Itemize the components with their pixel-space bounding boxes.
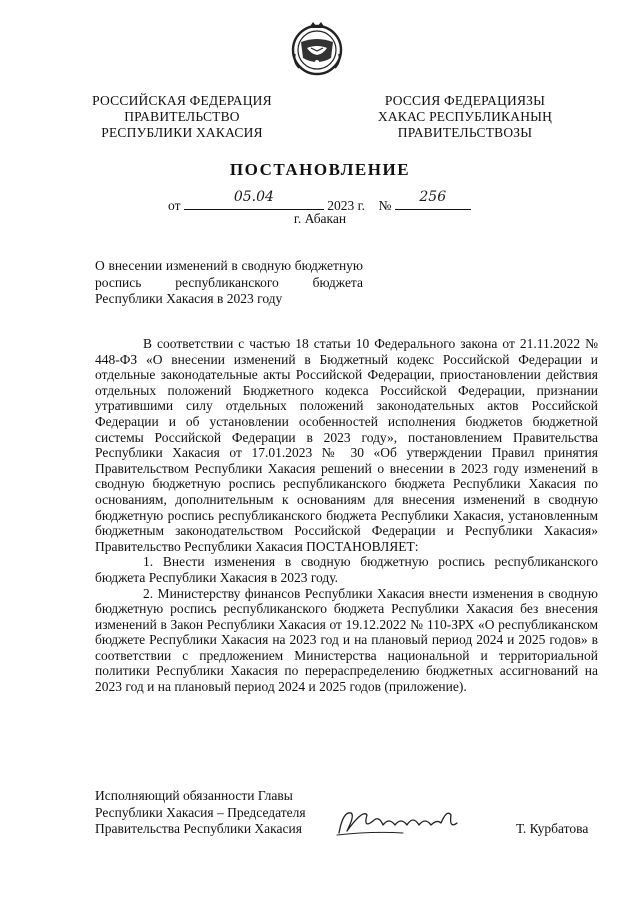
signatory-position-line: Правительства Республики Хакасия: [95, 821, 302, 836]
header-left-line: РОССИЙСКАЯ ФЕДЕРАЦИЯ: [92, 93, 272, 108]
date-value: 05.04: [233, 189, 274, 205]
document-subject: О внесении изменений в сводную бюджетную роспись республиканского бюджета Республики Хакасия в 2023 году: [95, 258, 363, 306]
signatory-name: Т. Курбатова: [516, 821, 589, 836]
year-label: 2023 г.: [327, 198, 365, 213]
city: г. Абакан: [293, 211, 347, 226]
number-field: [395, 189, 471, 210]
header-left-line: ПРАВИТЕЛЬСТВО: [124, 109, 240, 124]
date-prefix: от: [168, 198, 181, 213]
body-paragraph: 2. Министерству финансов Республики Хакасия внести изменения в сводную бюджетную роспись республиканского бюджета Республики Хакасия без внесения изменений в Закон Республики Хакасия от 19.12.2022 № 110-ЗРХ «О республиканском бюджете Республики Хакасия на 2023 год и на плановый период 2024 и 2025 годов» в соответствии с предложением Министерства национальной и территориальной политики Республики Хакасия по перераспределению бюджетных ассигнований на 2023 год и на плановый период 2024 и 2025 годов (приложение).: [95, 585, 598, 695]
signatory-position-line: Исполняющий обязанности Главы: [95, 788, 293, 803]
header-right-line: РОССИЯ ФЕДЕРАЦИЯЗЫ: [384, 93, 546, 108]
header-right-line: ХАКАС РЕСПУБЛИКАНЫҢ: [377, 109, 553, 124]
header-left: [78, 93, 286, 141]
date-field: [184, 189, 324, 210]
header-right: [370, 93, 560, 141]
handwritten-signature-icon: [333, 803, 473, 843]
header-right-line: ПРАВИТЕЛЬСТВОЗЫ: [397, 125, 533, 140]
document-body: [95, 336, 598, 695]
number-value: 256: [419, 189, 447, 205]
document-title: ПОСТАНОВЛЕНИЕ: [229, 160, 411, 179]
body-paragraph: 1. Внести изменения в сводную бюджетную роспись республиканского бюджета Республики Хакасия в 2023 году.: [95, 554, 598, 585]
signatory-position: [95, 788, 306, 838]
header-left-line: РЕСПУБЛИКИ ХАКАСИЯ: [101, 125, 263, 140]
coat-of-arms-icon: [287, 18, 347, 78]
body-paragraph: В соответствии с частью 18 статьи 10 Федерального закона от 21.11.2022 № 448-ФЗ «О внесении изменений в Бюджетный кодекс Российской Федерации и отдельные законодательные акты Российской Федерации, приостановлении действия отдельных положений Бюджетного кодекса Российской Федерации, признании утратившими силу отдельных положений законодательных актов Российской Федерации и об установлении особенностей исполнения бюджетов бюджетной системы Российской Федерации в 2023 году», постановлением Правительства Республики Хакасия от 17.01.2023 № 30 «Об утверждении Правил принятия Правительством Республики Хакасия решений о внесении в 2023 году изменений в сводную бюджетную роспись республиканского бюджета Республики Хакасия по основаниям, дополнительным к основаниям для внесения изменений в сводную бюджетную роспись республиканского бюджета Республики Хакасия, установленным бюджетным законодательством Российской Федерации и Республики Хакасия» Правительство Республики Хакасия ПОСТАНОВЛЯЕТ:: [95, 336, 598, 554]
signatory-position-line: Республики Хакасия – Председателя: [95, 804, 306, 820]
number-sign: №: [378, 198, 392, 213]
